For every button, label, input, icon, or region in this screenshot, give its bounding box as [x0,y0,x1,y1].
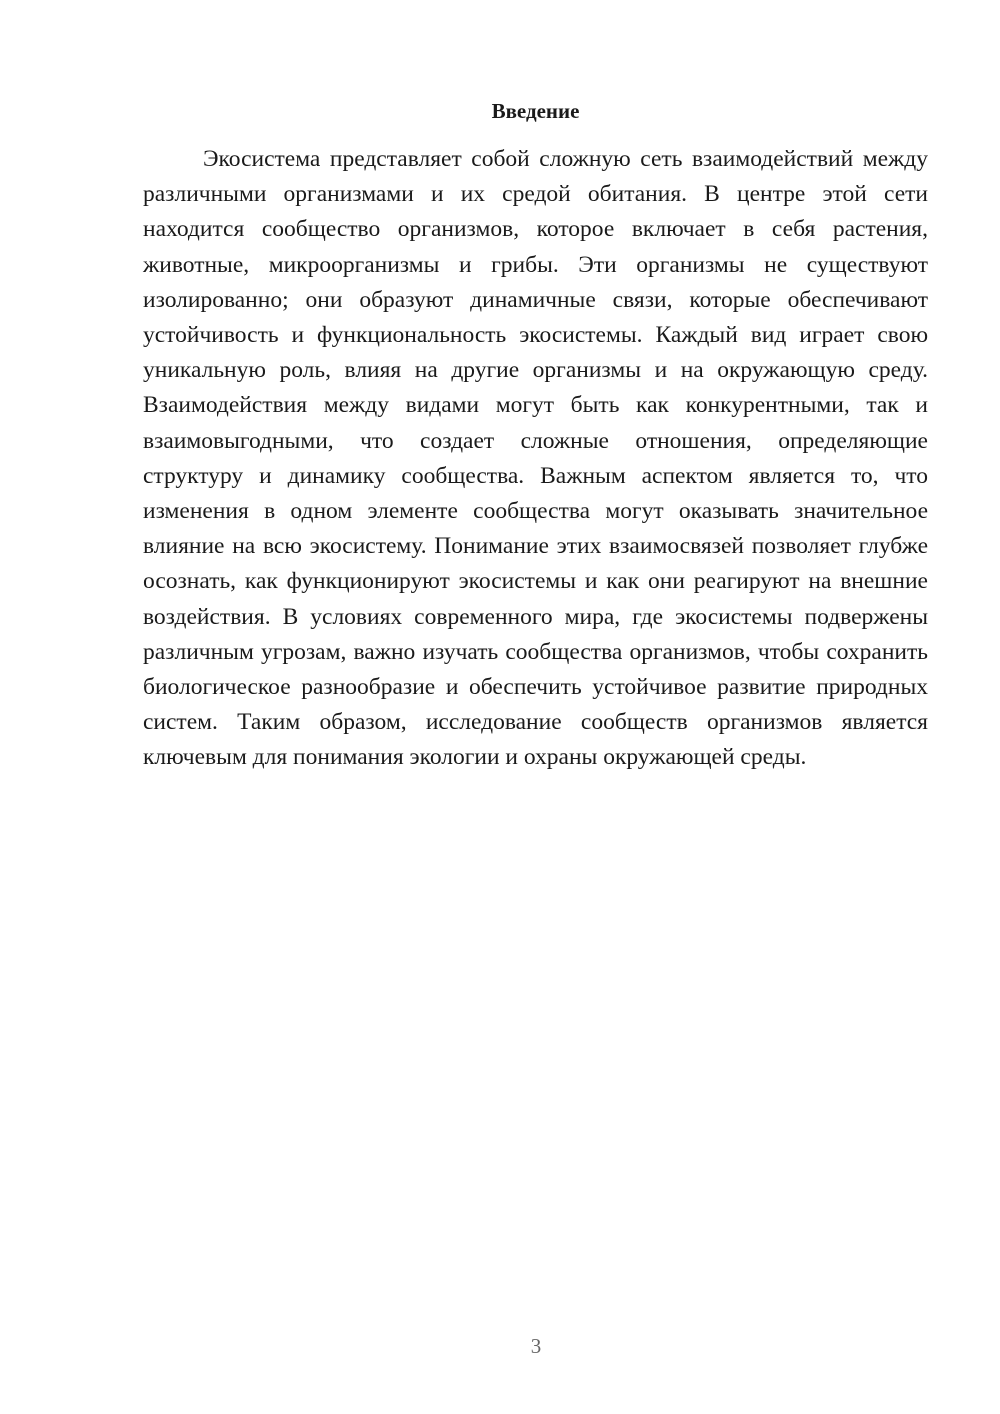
body-paragraph: Экосистема представляет собой сложную сеть взаимодействий между различными организмами и их средой обитания. В центре этой сети находится сообщество организмов, которое включает в себя растения, животные, микроорганизмы и грибы. Эти организмы не существуют изолированно; они образуют динамичные связи, которые обеспечивают устойчивость и функциональность экосистемы. Каждый вид играет свою уникальную роль, влияя на другие организмы и на окружающую среду. Взаимодействия между видами могут быть как конкурентными, так и взаимовыгодными, что создает сложные отношения, определяющие структуру и динамику сообщества. Важным аспектом является то, что изменения в одном элементе сообщества могут оказывать значительное влияние на всю экосистему. Понимание этих взаимосвязей позволяет глубже осознать, как функционируют экосистемы и как они реагируют на внешние воздействия. В условиях современного мира, где экосистемы подвержены различным угрозам, важно изучать сообщества организмов, чтобы сохранить биологическое разнообразие и обеспечить устойчивое развитие природных систем. Таким образом, исследование сообществ организмов является ключевым для понимания экологии и охраны окружающей среды. [143,146,928,771]
section-heading: Введение [491,99,580,123]
page-number: 3 [530,1334,542,1358]
